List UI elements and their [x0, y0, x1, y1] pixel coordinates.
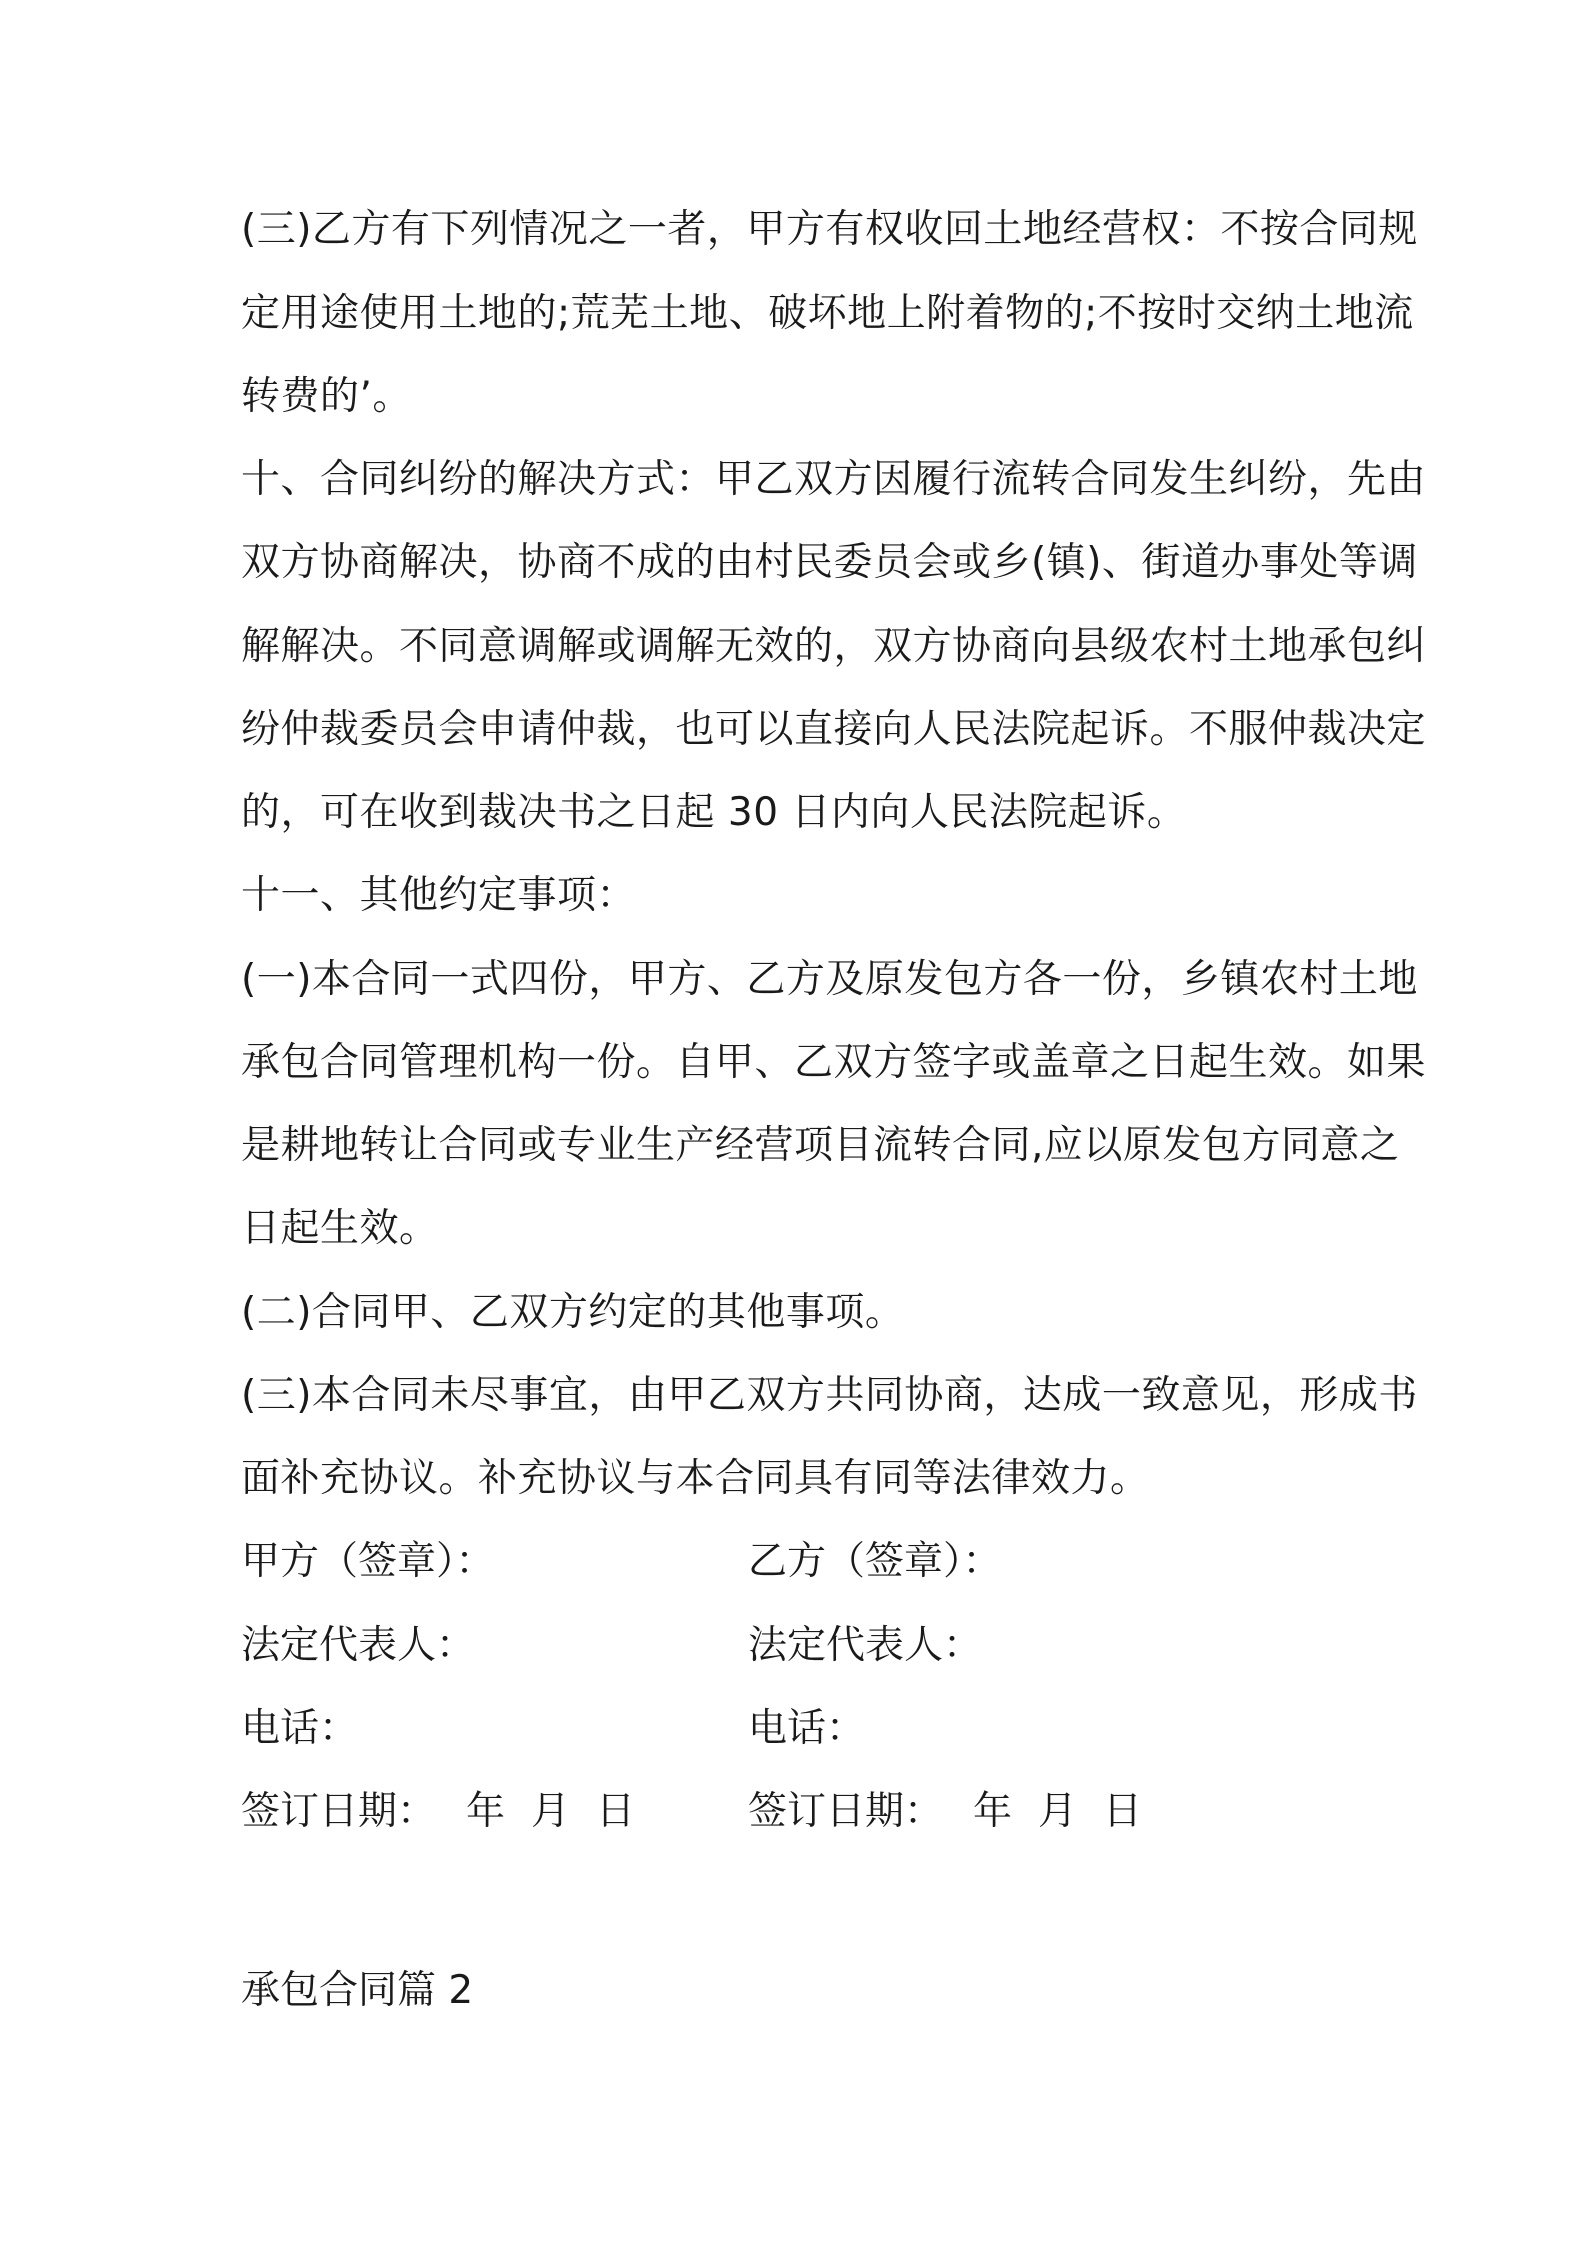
paragraph-line: 纷仲裁委员会申请仲裁，也可以直接向人民法院起诉。不服仲裁决定 [241, 707, 1427, 752]
party-b-date-year: 年 [973, 1789, 1013, 1834]
party-a-date-day: 日 [596, 1789, 636, 1834]
party-b-representative-label: 法定代表人： [748, 1623, 983, 1668]
paragraph-line: 日起生效。 [241, 1206, 439, 1251]
party-a-seal-label: 甲方（签章）： [241, 1539, 495, 1584]
paragraph-line: 定用途使用土地的;荒芜土地、破坏地上附着物的;不按时交纳土地流 [241, 291, 1414, 336]
party-a-phone-label: 电话： [241, 1706, 359, 1751]
party-b-date-month: 月 [1038, 1789, 1078, 1834]
section-heading: 十一、其他约定事项： [241, 873, 637, 918]
party-b-date-day: 日 [1103, 1789, 1143, 1834]
paragraph-line: 承包合同管理机构一份。自甲、乙双方签字或盖章之日起生效。如果 [241, 1040, 1427, 1085]
paragraph-line: 面补充协议。补充协议与本合同具有同等法律效力。 [241, 1456, 1150, 1501]
party-b-date [748, 1787, 1142, 1837]
paragraph-line: (三)乙方有下列情况之一者，甲方有权收回土地经营权：不按合同规 [241, 207, 1418, 252]
paragraph-line: 解解决。不同意调解或调解无效的，双方协商向县级农村土地承包纠 [241, 624, 1427, 669]
paragraph-line: 的，可在收到裁决书之日起 30 日内向人民法院起诉。 [241, 790, 1187, 835]
party-a-representative-label: 法定代表人： [241, 1623, 476, 1668]
paragraph-line: (二)合同甲、乙双方约定的其他事项。 [241, 1290, 905, 1335]
paragraph-line: 转费的’。 [241, 374, 412, 419]
party-b-date-label: 签订日期： [748, 1789, 944, 1834]
party-a-date-year: 年 [466, 1789, 506, 1834]
party-a-date-label: 签订日期： [241, 1789, 437, 1834]
next-section-title: 承包合同篇 2 [241, 1968, 474, 2013]
paragraph-line: 十、合同纠纷的解决方式：甲乙双方因履行流转合同发生纠纷，先由 [241, 457, 1427, 502]
paragraph-line: (三)本合同未尽事宜，由甲乙双方共同协商，达成一致意见，形成书 [241, 1373, 1418, 1418]
paragraph-line: (一)本合同一式四份，甲方、乙方及原发包方各一份，乡镇农村土地 [241, 957, 1418, 1002]
party-a-date [241, 1787, 635, 1837]
paragraph-line: 双方协商解决，协商不成的由村民委员会或乡(镇)、街道办事处等调 [241, 540, 1418, 585]
party-a-date-month: 月 [531, 1789, 571, 1834]
party-b-phone-label: 电话： [748, 1706, 866, 1751]
party-b-seal-label: 乙方（签章）： [748, 1539, 1002, 1584]
paragraph-line: 是耕地转让合同或专业生产经营项目流转合同,应以原发包方同意之 [241, 1123, 1400, 1168]
